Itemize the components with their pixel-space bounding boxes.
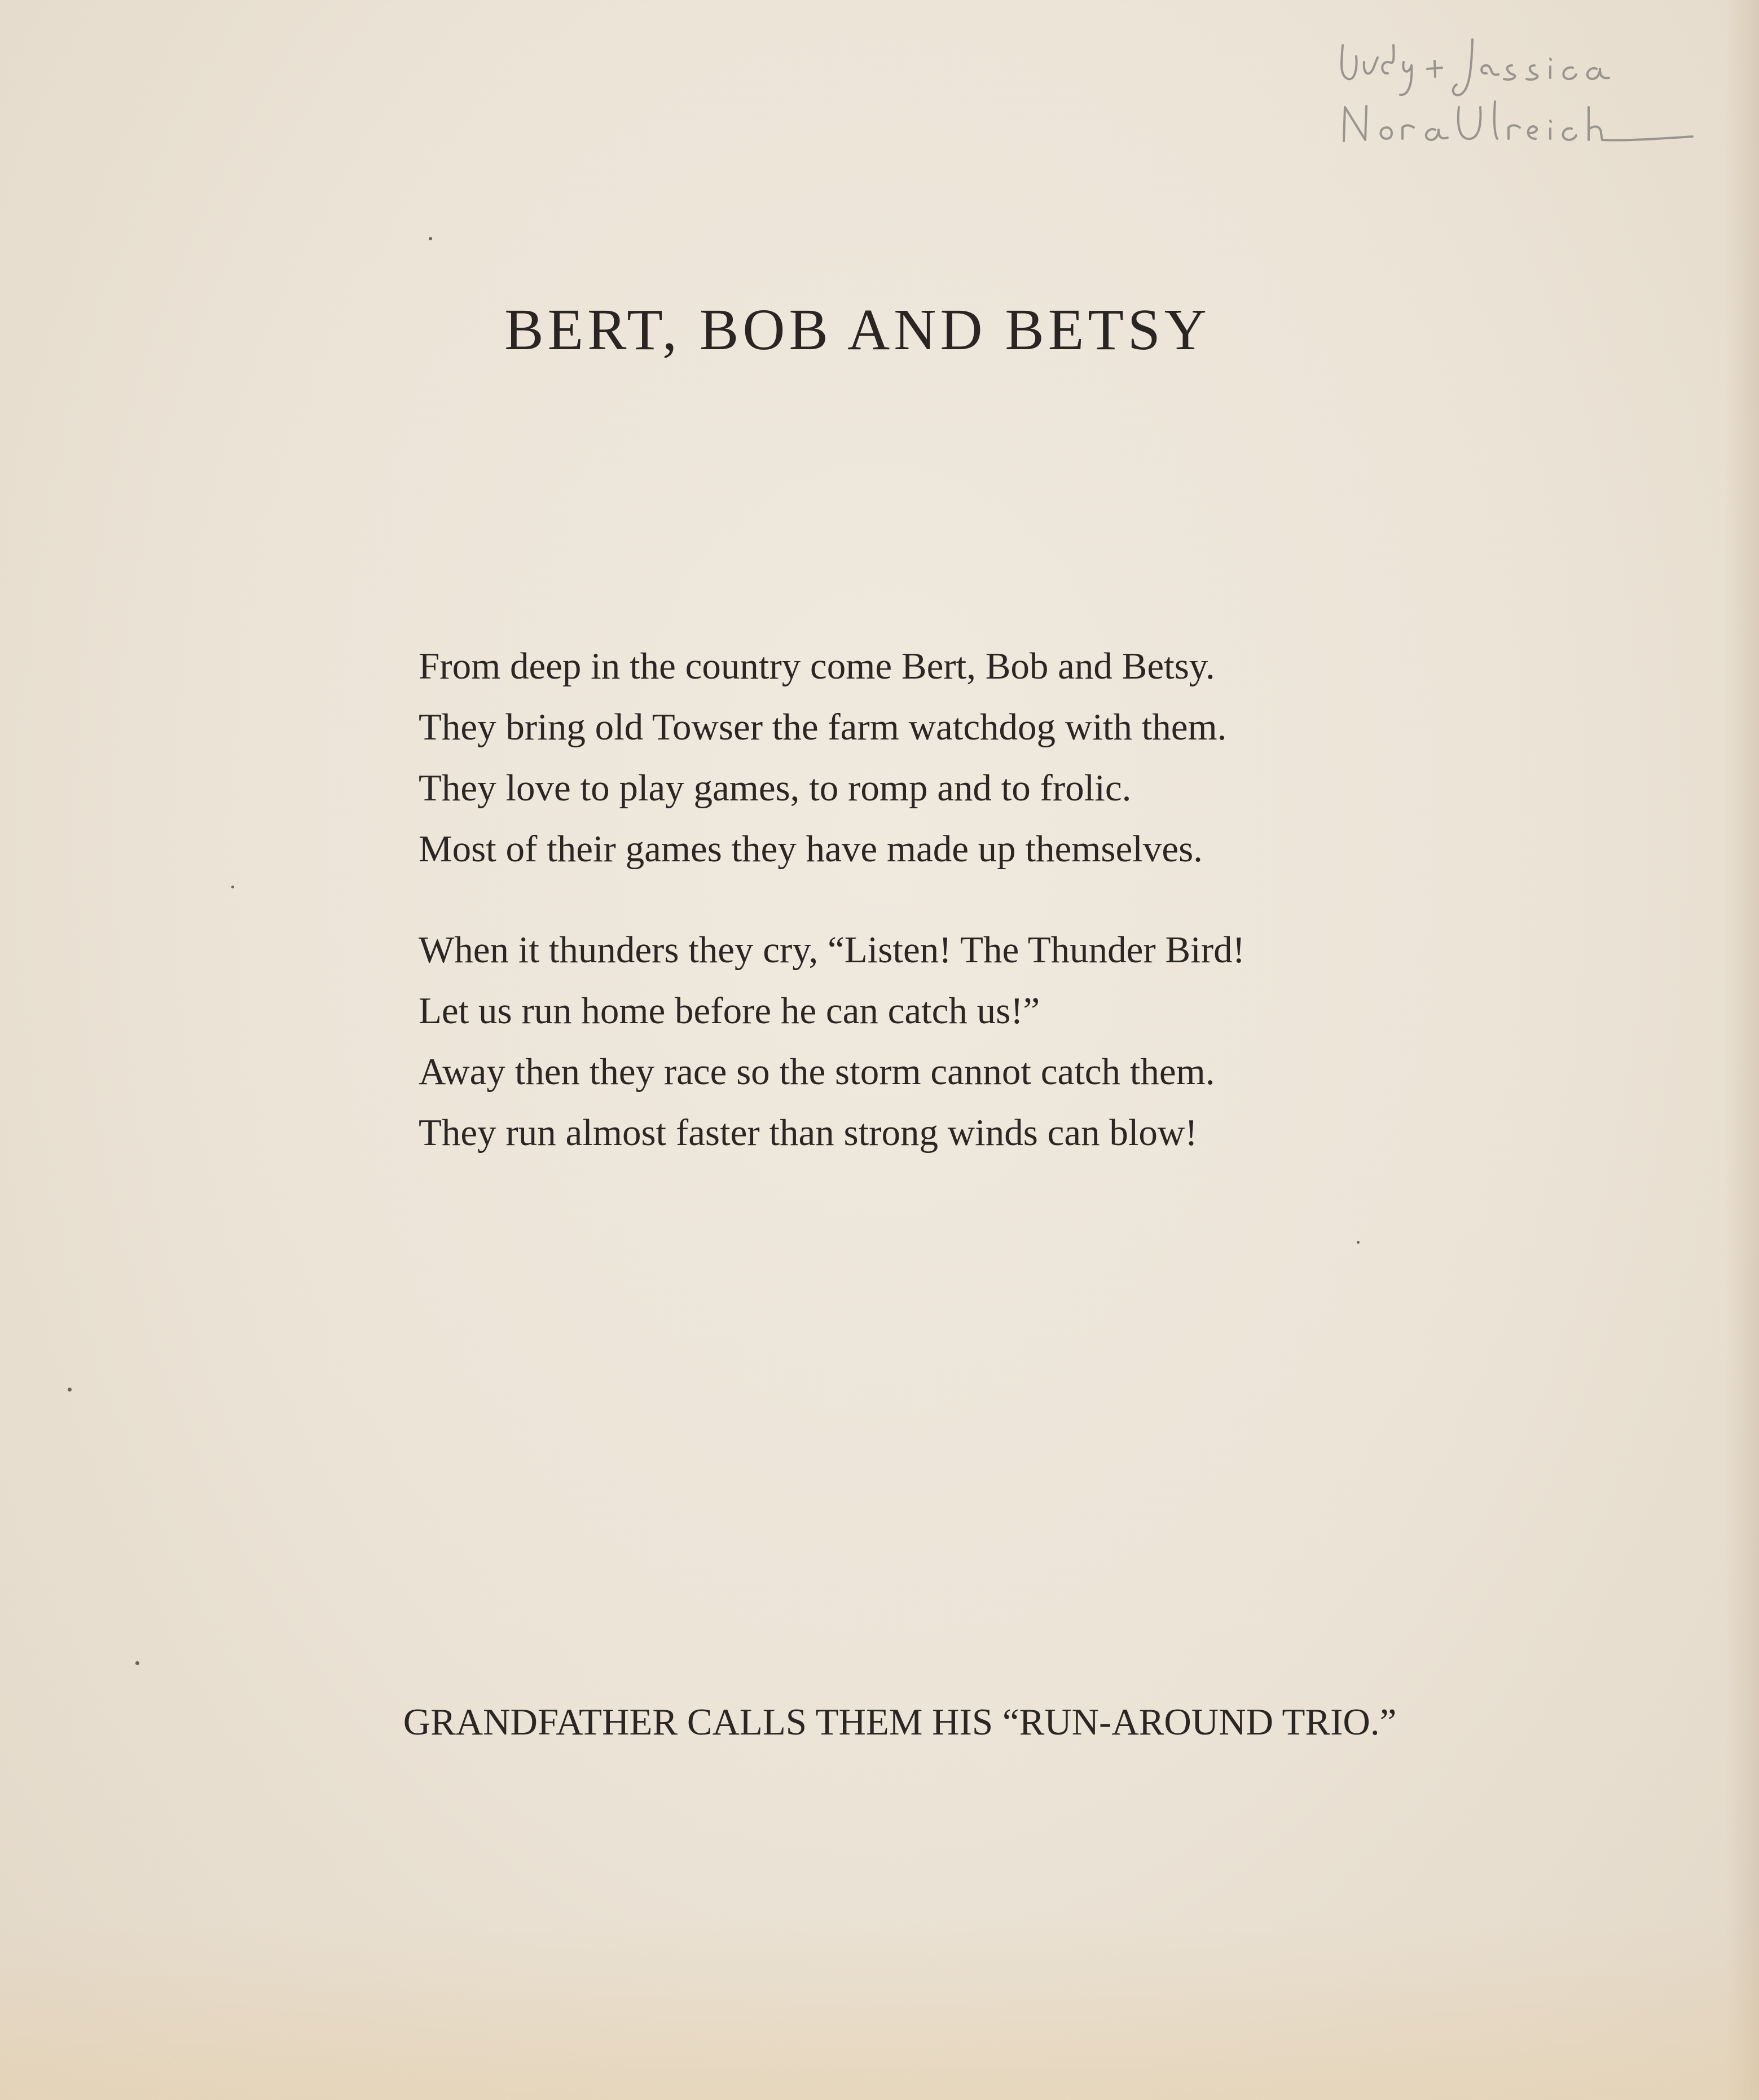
poem-line: Most of their games they have made up themselves. [419,828,1203,870]
handwritten-pencil-inscription [1331,23,1715,158]
paper-speck [135,1661,139,1665]
poem-line: When it thunders they cry, “Listen! The Thunder Bird! [419,929,1245,971]
page-caption: GRANDFATHER CALLS THEM HIS “RUN-AROUND TRIO.” [403,1701,1397,1743]
poem-stanza-1 [419,636,1226,879]
page-title: BERT, BOB AND BETSY [504,297,1211,362]
paper-speck [1357,1241,1360,1244]
poem-line: They love to play games, to romp and to frolic. [419,767,1132,809]
poem-line: Away then they race so the storm cannot catch them. [419,1051,1215,1093]
paper-speck [68,1388,72,1392]
poem-stanza-2 [419,919,1245,1163]
poem-line: Let us run home before he can catch us!” [419,990,1040,1032]
poem-line: From deep in the country come Bert, Bob and Betsy. [419,645,1215,687]
poem-line: They run almost faster than strong winds can blow! [419,1112,1198,1154]
paper-speck [429,237,432,240]
paper-aging-tint [0,1920,1759,2100]
paper-speck [231,886,234,888]
page-edge-shadow [1725,0,1759,2100]
poem-line: They bring old Towser the farm watchdog with them. [419,706,1227,748]
